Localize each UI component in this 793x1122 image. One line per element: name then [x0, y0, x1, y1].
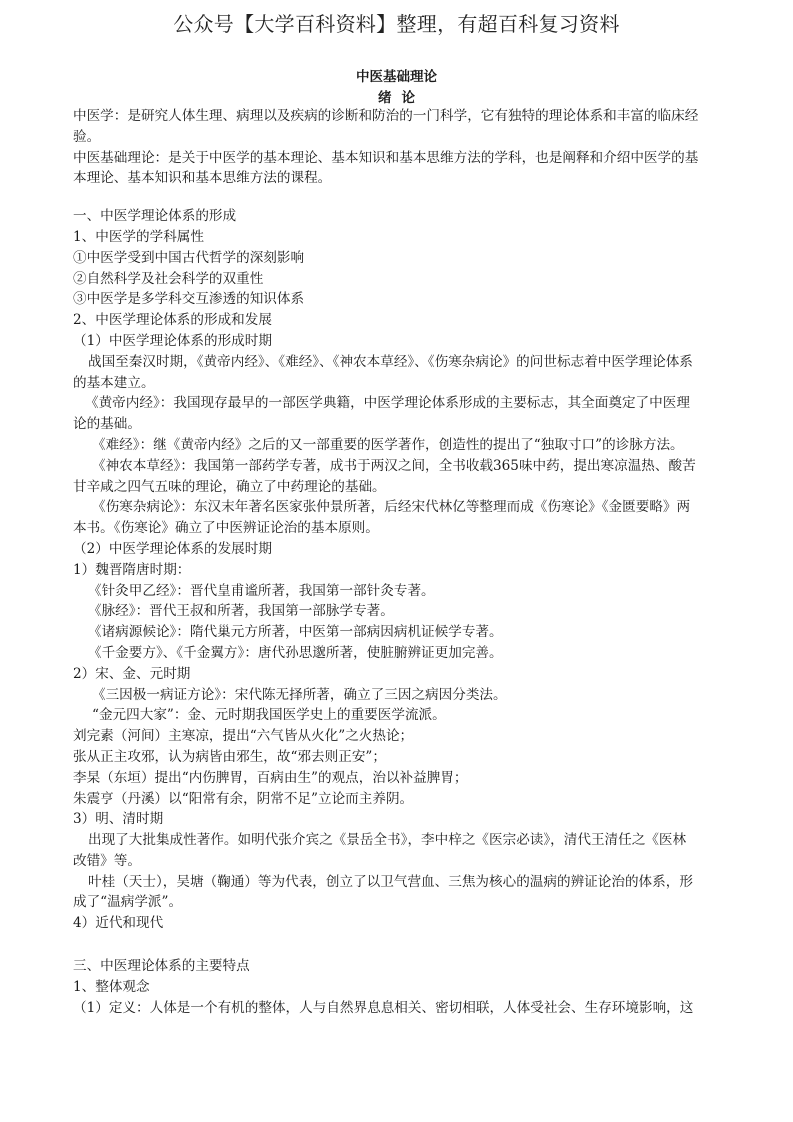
text-line: 中医学：是研究人体生理、病理以及疾病的诊断和防治的一门科学，它有独特的理论体系和丰富的临床经	[73, 108, 699, 124]
subsection-heading: 2、中医学理论体系的形成和发展	[73, 312, 272, 329]
text-line: 的基本建立。	[73, 374, 155, 391]
text-line: 《诸病源候论》：隋代巢元方所著，中医第一部病因病机证候学专著。	[88, 624, 503, 641]
text-line: 成了“温病学派”。	[73, 894, 183, 911]
subsection-heading: 3）明、清时期	[73, 811, 164, 828]
text-line: 甘辛咸之四气五味的理论，确立了中药理论的基础。	[73, 478, 386, 495]
subsection-heading: 2）宋、金、元时期	[73, 665, 191, 682]
text-line: 叶桂（天士），吴塘（鞠通）等为代表，创立了以卫气营血、三焦为核心的温病的辨证论治的体系，形	[88, 873, 693, 890]
text-line: 《脉经》：晋代王叔和所著，我国第一部脉学专著。	[88, 603, 394, 620]
text-line: 《黄帝内经》：我国现存最早的一部医学典籍，中医学理论体系形成的主要标志，其全面奠定了中医理	[85, 395, 690, 412]
text-line: 中医基础理论：是关于中医学的基本理论、基本知识和基本思维方法的学科，也是阐释和介绍中医学的基	[73, 149, 699, 166]
chapter-title: 绪论	[378, 90, 425, 106]
spacer	[73, 189, 733, 206]
text-line: 《神农本草经》：我国第一部药学专著，成书于两汉之间，全书收载365味中药，提出寒凉温热、酸苦	[92, 457, 696, 474]
text-line: 张从正主攻邪，认为病皆由邪生，故“邪去则正安”；	[73, 748, 386, 765]
text-line: 李杲（东垣）提出“内伤脾胃，百病由生”的观点，治以补益脾胃；	[73, 769, 468, 786]
list-item: ①中医学受到中国古代哲学的深刻影响	[73, 249, 305, 266]
subsection-heading: 4）近代和现代	[73, 915, 164, 932]
document-title: 中医基础理论	[356, 69, 437, 85]
text-line: 本理论、基本知识和基本思维方法的课程。	[73, 170, 332, 187]
text-line: 《针灸甲乙经》：晋代皇甫谧所著，我国第一部针灸专著。	[88, 582, 435, 599]
text-line: 《难经》：继《黄帝内经》之后的又一部重要的医学著作，创造性的提出了“独取寸口”的诊脉方法。	[92, 436, 684, 453]
text-line: 论的基础。	[73, 416, 141, 433]
subsection-heading: （2）中医学理论体系的发展时期	[73, 540, 272, 557]
subsection-heading: 1、整体观念	[73, 978, 150, 995]
text-line: 战国至秦汉时期，《黄帝内经》、《难经》、《神农本草经》、《伤寒杂病论》的问世标志着中医学理论体系	[88, 353, 693, 370]
text-line: （1）定义：人体是一个有机的整体，人与自然界息息相关、密切相联，人体受社会、生存环境影响，这	[73, 999, 694, 1016]
text-line: 验。	[73, 128, 101, 145]
text-line: 本书。《伤寒论》确立了中医辨证论治的基本原则。	[73, 520, 379, 537]
text-line: 出现了大批集成性著作。如明代张介宾之《景岳全书》，李中梓之《医宗必读》，清代王清任之《医林	[88, 832, 687, 849]
text-line: 刘完素（河间）主寒凉，提出“六气皆从火化”之火热论；	[73, 728, 414, 745]
text-line: “金元四大家”：金、元时期我国医学史上的重要医学流派。	[92, 707, 446, 724]
list-item: ②自然科学及社会科学的双重性	[73, 270, 264, 287]
spacer	[73, 934, 733, 956]
document-body	[73, 106, 733, 1018]
text-line: 《千金要方》、《千金翼方》：唐代孙思邈所著，使脏腑辨证更加完善。	[88, 644, 503, 661]
subsection-heading: 1）魏晋隋唐时期：	[73, 561, 191, 578]
text-line: 改错》等。	[73, 852, 141, 869]
text-line: 《伤寒杂病论》：东汉末年著名医家张仲景所著，后经宋代林亿等整理而成《伤寒论》《金匮要略》两	[92, 499, 691, 516]
text-line: 《三因极一病证方论》：宋代陈无择所著，确立了三因之病因分类法。	[92, 686, 507, 703]
header-banner: 公众号【大学百科资料】整理，有超百科复习资料	[173, 12, 620, 36]
subsection-heading: 1、中医学的学科属性	[73, 228, 204, 245]
section-heading: 一、中医学理论体系的形成	[73, 208, 237, 225]
subsection-heading: （1）中医学理论体系的形成时期	[73, 332, 272, 349]
list-item: ③中医学是多学科交互渗透的知识体系	[73, 291, 305, 308]
text-line: 朱震亨（丹溪）以“阳常有余，阴常不足”立论而主养阴。	[73, 790, 414, 807]
section-heading: 三、中医理论体系的主要特点	[73, 958, 250, 975]
